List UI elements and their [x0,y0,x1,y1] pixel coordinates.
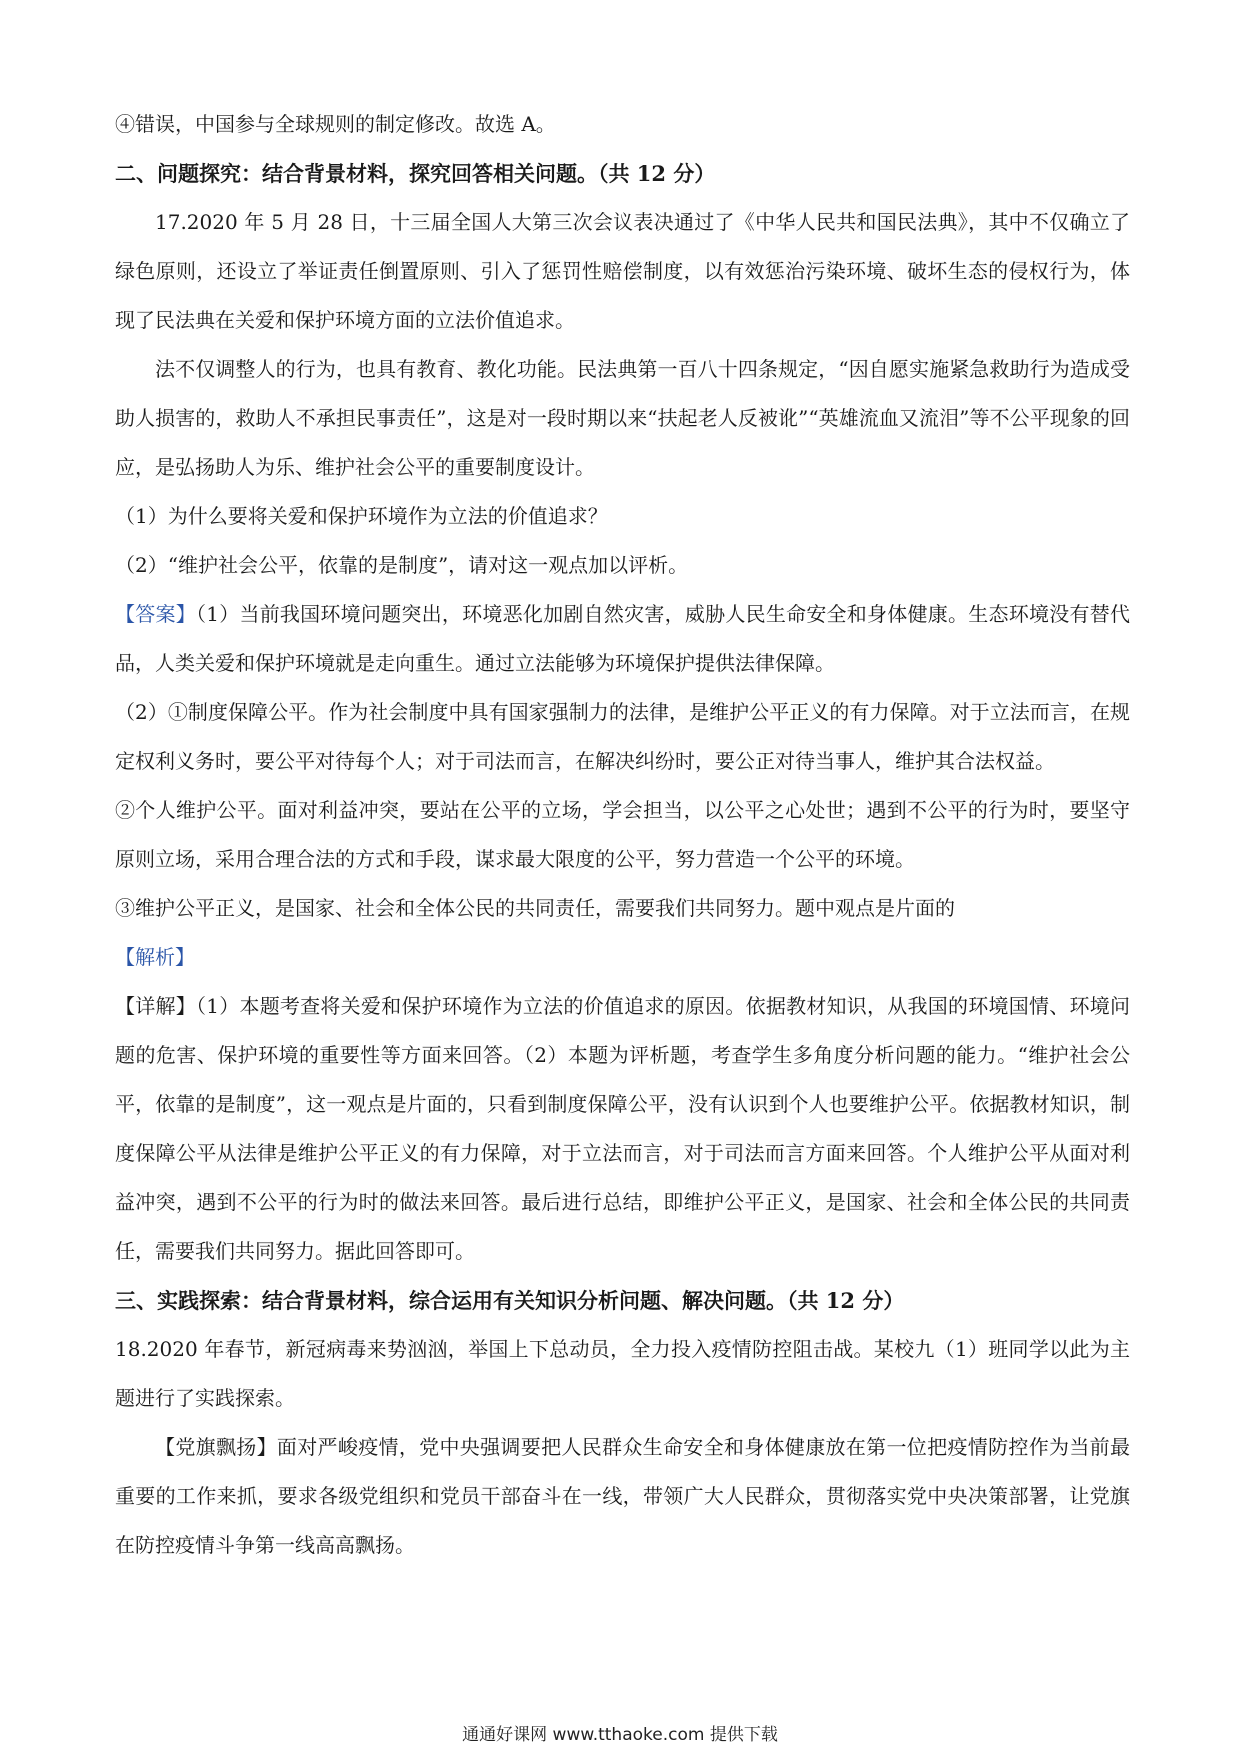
analysis-line [115,933,1130,982]
detail-tag: 【详解】 [115,994,196,1018]
answer-text-1: （1）当前我国环境问题突出，环境恶化加剧自然灾害，威胁人民生命安全和身体健康。生态环境没有替代品，人类关爱和保护环境就是走向重生。通过立法能够为环境保护提供法律保障。 [115,602,1130,675]
text-line: ④错误，中国参与全球规则的制定修改。故选 A。 [115,112,556,136]
answer-tag: 【答案】 [115,602,196,626]
answer-paragraph-2a: （2）①制度保障公平。作为社会制度中具有国家强制力的法律，是维护公平正义的有力保障。对于立法而言，在规定权利义务时，要公平对待每个人；对于司法而言，在解决纠纷时，要公正对待当事人，维护其合法权益。 [115,700,1130,773]
answer-paragraph-2c: ③维护公平正义，是国家、社会和全体公民的共同责任，需要我们共同努力。题中观点是片面的 [115,896,955,920]
question-18-intro: 18.2020 年春节，新冠病毒来势汹汹，举国上下总动员，全力投入疫情防控阻击战。某校九（1）班同学以此为主题进行了实践探索。 [115,1337,1130,1410]
detail-text: （1）本题考查将关爱和保护环境作为立法的价值追求的原因。依据教材知识，从我国的环境国情、环境问题的危害、保护环境的重要性等方面来回答。（2）本题为评析题，考查学生多角度分析问题的能力。“维护社会公平，依靠的是制度”，这一观点是片面的，只看到制度保障公平，没有认识到个人也要维护公平。依据教材知识，制度保障公平从法律是维护公平正义的有力保障，对于立法而言，对于司法而言方面来回答。个人维护公平从面对利益冲突，遇到不公平的行为时的做法来回答。最后进行总结，即维护公平正义，是国家、社会和全体公民的共同责任，需要我们共同努力。据此回答即可。 [115,994,1130,1263]
page-content [115,100,1130,1570]
question-17-sub-2: （2）“维护社会公平，依靠的是制度”，请对这一观点加以评析。 [115,553,689,577]
question-17-sub-1: （1）为什么要将关爱和保护环境作为立法的价值追求？ [115,504,608,528]
section-heading-2: 二、问题探究：结合背景材料，探究回答相关问题。（共 12 分） [115,161,716,186]
section-heading-3: 三、实践探索：结合背景材料，综合运用有关知识分析问题、解决问题。（共 12 分） [115,1288,905,1313]
question-18-material-1: 【党旗飘扬】面对严峻疫情，党中央强调要把人民群众生命安全和身体健康放在第一位把疫情防控作为当前最重要的工作来抓，要求各级党组织和党员干部奋斗在一线，带领广大人民群众，贯彻落实党中央决策部署，让党旗在防控疫情斗争第一线高高飘扬。 [115,1435,1130,1557]
answer-paragraph-2b: ②个人维护公平。面对利益冲突，要站在公平的立场，学会担当，以公平之心处世；遇到不公平的行为时，要坚守原则立场，采用合理合法的方式和手段，谋求最大限度的公平，努力营造一个公平的环境。 [115,798,1130,871]
page-footer: 通通好课网 www.tthaoke.com 提供下载 [462,1725,778,1745]
question-17-material-1: 17.2020 年 5 月 28 日，十三届全国人大第三次会议表决通过了《中华人民共和国民法典》，其中不仅确立了绿色原则，还设立了举证责任倒置原则、引入了惩罚性赔偿制度，以有效惩治污染环境、破坏生态的侵权行为，体现了民法典在关爱和保护环境方面的立法价值追求。 [115,210,1130,332]
analysis-tag: 【解析】 [115,945,195,969]
answer-paragraph-1 [115,590,1130,688]
question-17-material-2: 法不仅调整人的行为，也具有教育、教化功能。民法典第一百八十四条规定，“因自愿实施紧急救助行为造成受助人损害的，救助人不承担民事责任”，这是对一段时期以来“扶起老人反被讹”“英雄流血又流泪”等不公平现象的回应，是弘扬助人为乐、维护社会公平的重要制度设计。 [115,357,1130,479]
detail-paragraph [115,982,1130,1276]
